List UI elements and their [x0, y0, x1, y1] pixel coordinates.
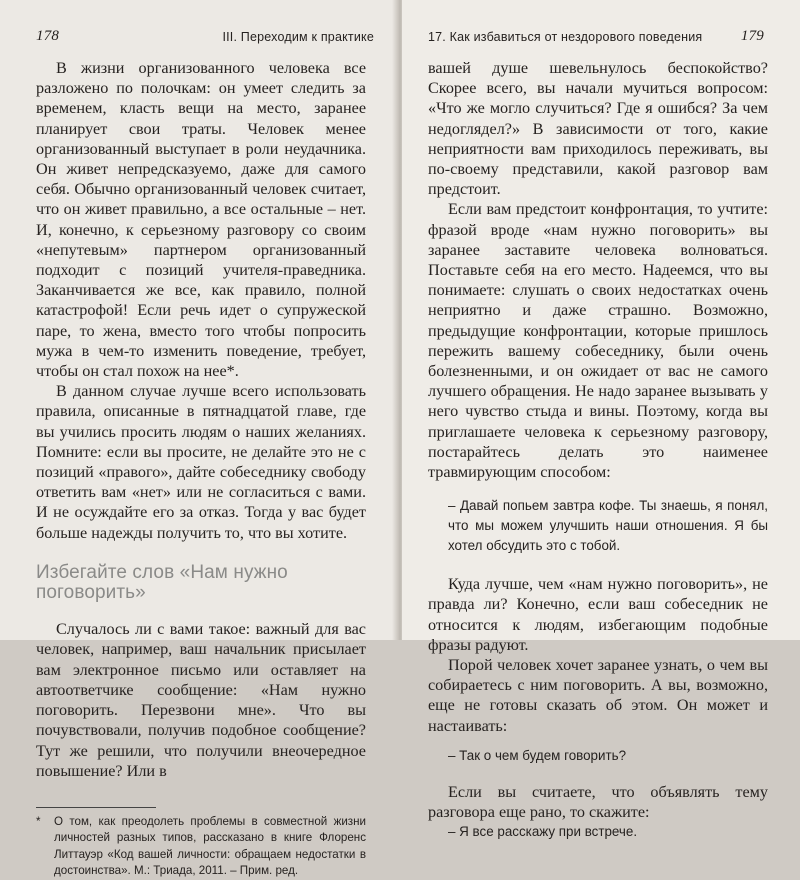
body-paragraph: вашей душе шевельнулось беспокойство? Скорее всего, вы начали мучиться вопросом: «Что же могло случиться? Где я ошибся? За чем недоглядел?» В зависимости от того, какие неприятности вам приходилось переживать, вы по-своему представили, какой разговор вам предстоит.: [428, 59, 768, 199]
footnote-divider: [36, 807, 156, 808]
body-paragraph: В жизни организованного человека все разложено по полочкам: он умеет следить за временем, класть вещи на место, заранее планирует свои траты. Человек менее организованный выступает в роли неудачника. Он живет непредсказуемо, даже для самого себя. Обычно организованный человек считает, что он живет правильно, а все остальные – нет. И, конечно, к серьезному разговору со своим «непутевым» партнером организованный подходит с позиций учителя-праведника. Заканчивается же все, как правило, полной катастрофой! Если речь идет о супружеской паре, то жена, вместо того чтобы попросить мужа в чем-то изменить поведение, требует, чтобы он стал похож на нее*.: [36, 59, 366, 381]
footnote-text: О том, как преодолеть проблемы в совместной жизни личностей разных типов, рассказано в книге Флоренс Литтауэр «Код вашей личности: обращаем недостатки в достоинства». М.: Триада, 2011. – Прим. ред.: [54, 814, 366, 878]
right-page-body: [428, 58, 768, 842]
footnote: [36, 814, 366, 880]
dialog-line: – Я все расскажу при встрече.: [448, 824, 638, 840]
right-page-header: [428, 30, 764, 48]
left-page-header: [36, 30, 374, 48]
page-number-left: 178: [36, 28, 60, 44]
footnote-mark: *: [36, 814, 41, 828]
body-paragraph: Порой человек хочет заранее узнать, о чем вы собираетесь с ним поговорить. А вы, возможно, еще не готовы сказать об этом. Он может и настаивать:: [428, 656, 768, 735]
section-heading: Избегайте слов «Нам нужно поговорить»: [36, 561, 288, 604]
left-page-body: [36, 58, 366, 880]
dialog-line: – Давай попьем завтра кофе. Ты знаешь, я понял, что мы можем улучшить наши отношения. Я бы хотел обсудить это с тобой.: [448, 498, 768, 554]
body-paragraph: Куда лучше, чем «нам нужно поговорить», не правда ли? Конечно, если ваш собеседник не относится к людям, избегающим подобные фразы радуют.: [428, 575, 768, 654]
body-paragraph: Если вам предстоит конфронтация, то учтите: фразой вроде «нам нужно поговорить» вы заранее заставите человека волноваться. Поставьте себя на его место. Надеемся, что вы понимаете: слушать о своих недостатках очень неприятно и даже страшно. Возможно, предыдущие конфронтации, которые пришлось пережить вашему собеседнику, были очень болезненными, и он ожидает от вас не самого лучшего обращения. Не надо заранее вызывать у него чувство стыда и вины. Поэтому, когда вы приглашаете человека к серьезному разговору, постарайтесь делать это наименее травмирующим способом:: [428, 200, 768, 482]
left-page: [0, 0, 398, 878]
right-page: [402, 0, 800, 840]
running-head-left: III. Переходим к практике: [222, 30, 374, 44]
page-number-right: 179: [740, 28, 764, 44]
running-head-right: 17. Как избавиться от нездорового поведения: [428, 30, 703, 44]
body-paragraph: Случалось ли с вами такое: важный для вас человек, например, ваш начальник присылает вам электронное письмо или оставляет на автоответчике сообщение: «Нам нужно поговорить. Перезвони мне». Что вы почувствовали, получив подобное сообщение? Тут же решили, что получили внеочередное повышение? Или в: [36, 620, 366, 780]
dialog-line: – Так о чем будем говорить?: [448, 747, 627, 763]
body-paragraph: Если вы считаете, что объявлять тему разговора еще рано, то скажите:: [428, 782, 768, 822]
body-paragraph: В данном случае лучше всего использовать правила, описанные в пятнадцатой главе, где вы учились просить людям о наших желаниях. Помните: если вы просите, не делайте это не с позиций «правого», дайте собеседнику свободу ответить вам «нет» или не соглаcиться с вами. И не осуждайте его за отказ. Тогда у вас будет больше надежды получить то, что вы хотите.: [36, 382, 366, 542]
